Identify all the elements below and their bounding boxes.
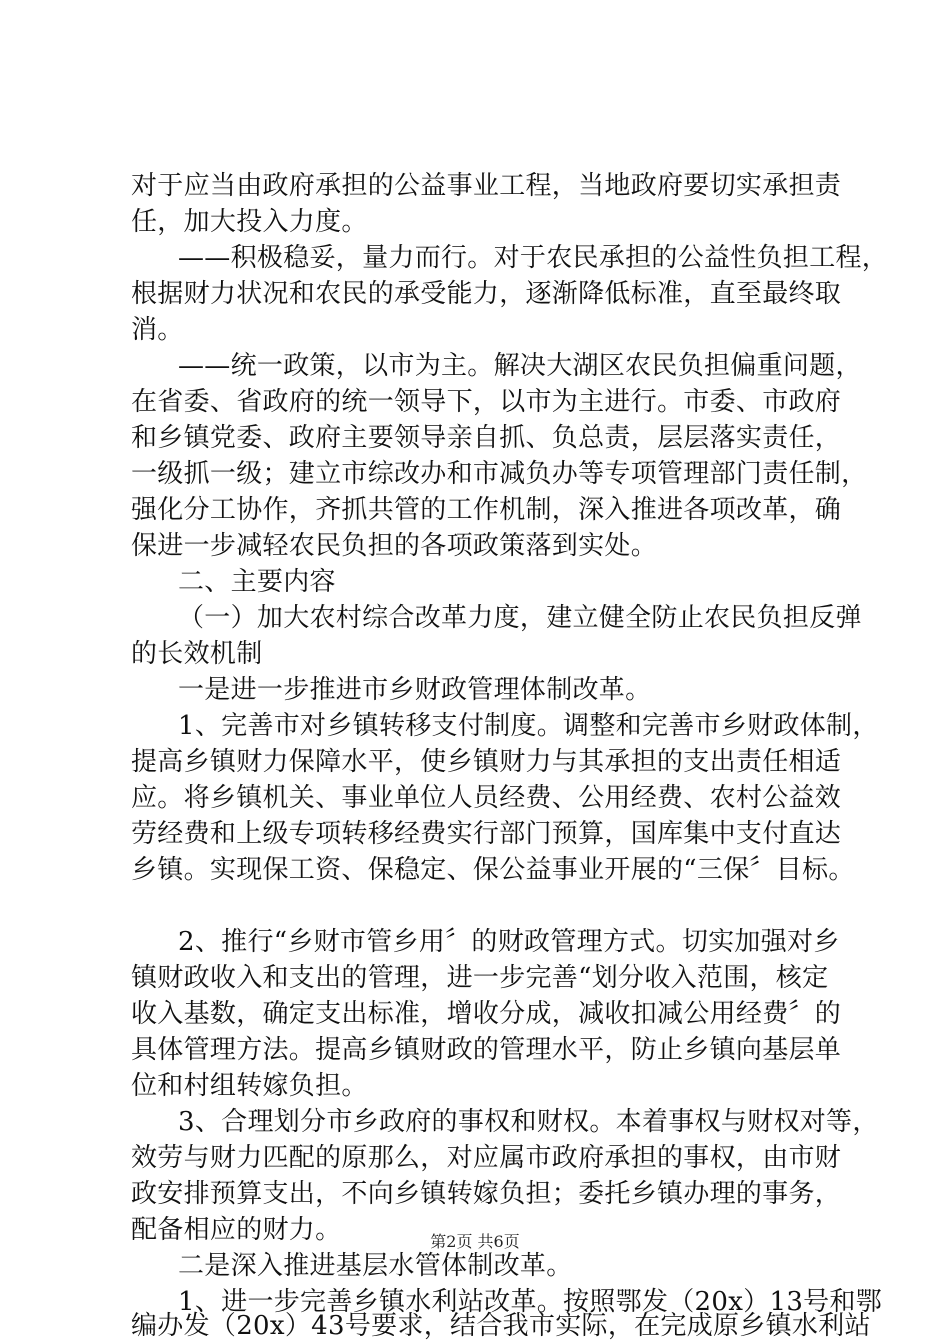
text-line: 应。将乡镇机关、事业单位人员经费、公用经费、农村公益效	[131, 783, 842, 813]
text-line: 任，加大投入力度。	[131, 207, 368, 237]
text-line: 镇财政收入和支出的管理，进一步完善“划分收入范围，核定	[131, 963, 829, 993]
text-line: 劳经费和上级专项转移经费实行部门预算，国库集中支付直达	[131, 819, 842, 849]
text-line: 提高乡镇财力保障水平，使乡镇财力与其承担的支出责任相适	[131, 747, 842, 777]
text-line: 的长效机制	[131, 639, 263, 669]
text-line: ——统一政策，以市为主。解决大湖区农民负担偏重问题，	[178, 351, 862, 381]
text-line: 效劳与财力匹配的原那么，对应属市政府承担的事权，由市财	[131, 1143, 842, 1173]
text-line: 在省委、省政府的统一领导下，以市为主进行。市委、市政府	[131, 387, 842, 417]
text-line: 位和村组转嫁负担。	[131, 1071, 368, 1101]
text-line: 乡镇。实现保工资、保稳定、保公益事业开展的“三保〞目标。	[131, 855, 855, 885]
text-line: 配备相应的财力。	[131, 1215, 342, 1245]
text-line: 二是深入推进基层水管体制改革。	[178, 1251, 573, 1281]
text-line: 2、推行“乡财市管乡用〞的财政管理方式。切实加强对乡	[178, 927, 840, 957]
text-line: 收入基数，确定支出标准，增收分成，减收扣减公用经费〞的	[131, 999, 842, 1029]
text-line: 强化分工协作，齐抓共管的工作机制，深入推进各项改革，确	[131, 495, 842, 525]
text-line: 对于应当由政府承担的公益事业工程，当地政府要切实承担责	[131, 171, 842, 201]
text-line: 1、完善市对乡镇转移支付制度。调整和完善市乡财政体制，	[178, 711, 879, 741]
text-line: 根据财力状况和农民的承受能力，逐渐降低标准，直至最终取	[131, 279, 842, 309]
text-line: 1、进一步完善乡镇水利站改革。按照鄂发（20x）13号和鄂	[178, 1287, 883, 1317]
section-heading: 二、主要内容	[178, 567, 336, 597]
page-footer: 第2页 共6页	[430, 1232, 520, 1251]
text-line: 具体管理方法。提高乡镇财政的管理水平，防止乡镇向基层单	[131, 1035, 842, 1065]
text-line: 政安排预算支出，不向乡镇转嫁负担；委托乡镇办理的事务，	[131, 1179, 842, 1209]
text-line: 一级抓一级；建立市综改办和市减负办等专项管理部门责任制，	[131, 459, 868, 489]
text-line: 一是进一步推进市乡财政管理体制改革。	[178, 675, 652, 705]
text-line: 3、合理划分市乡政府的事权和财权。本着事权与财权对等，	[178, 1107, 879, 1137]
text-line: 保进一步减轻农民负担的各项政策落到实处。	[131, 531, 658, 561]
text-line: ——积极稳妥，量力而行。对于农民承担的公益性负担工程，	[178, 243, 889, 273]
subsection-heading: （一）加大农村综合改革力度，建立健全防止农民负担反弹	[178, 603, 862, 633]
text-line: 编办发（20x）43号要求，结合我市实际，在完成原乡镇水利站	[131, 1311, 871, 1341]
text-line: 消。	[131, 315, 184, 345]
text-line: 和乡镇党委、政府主要领导亲自抓、负总责，层层落实责任，	[131, 423, 842, 453]
